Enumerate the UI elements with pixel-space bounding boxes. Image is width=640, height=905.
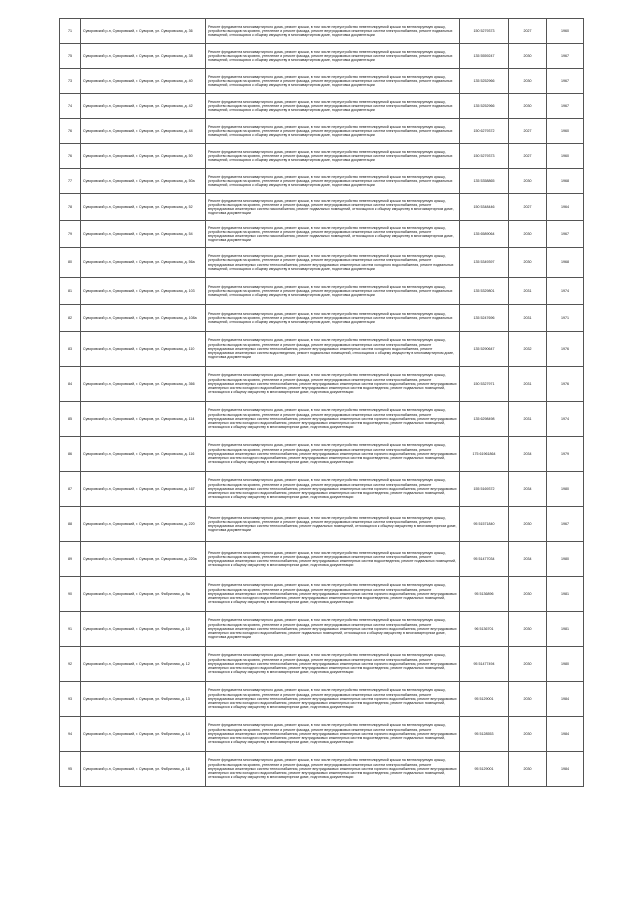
row-number: 73 [60, 69, 81, 94]
table-row [60, 332, 584, 367]
row-works: Ремонт фундамента многоквартирного дома, ремонт крыши, в том числе переустройство невентилируемой крыши на вентилируемую крышу, устройство выходов на кровлю, утепление и ремонт фасада, ремонт внутридомовых инженерных систем электроснабжения, ремонт внутридомовых инженерных систем теплоснабжения, ремонт внутридомовых инженерных систем горячего водоснабжения, ремонт внутридомовых инженерных систем холодного водоснабжения, ремонт внутридомовых инженерных систем водоотведения, ремонт подвальных помещений, относящихся к общему имуществу в многоквартирном доме, подготовка документации [206, 717, 460, 752]
row-planned-year: 2031 [509, 278, 547, 305]
row-build-year: 1968 [547, 248, 584, 278]
row-address: Суворовский р-н, Суворовский, г. Суворов, ул. Суворовская, д. 220 [81, 507, 206, 542]
row-planned-year: 2027 [509, 194, 547, 221]
table-row [60, 19, 584, 44]
row-works: Ремонт фундамента многоквартирного дома, ремонт крыши, в том числе переустройство невентилируемой крыши на вентилируемую крышу, устройство выходов на кровлю, утепление и ремонт фасада, ремонт внутридомовых инженерных систем электроснабжения, ремонт внутридомовых инженерных систем теплоснабжения, ремонт внутридомовых инженерных систем холодного водоснабжения, ремонт внутридомовых инженерных систем водоотведения, ремонт подвальных помещений, относящихся к общему имуществу в многоквартирном доме, подготовка документации [206, 332, 460, 367]
row-build-year: 1971 [547, 305, 584, 332]
row-number: 83 [60, 332, 81, 367]
row-address: Суворовский р-н, Суворовский, г. Суворов, ул. Фабричная, д. 9а [81, 577, 206, 612]
row-cost: 135 5290647 [460, 332, 509, 367]
row-build-year: 1974 [547, 402, 584, 437]
row-cost: 150 5279373 [460, 19, 509, 44]
row-address: Суворовский р-н, Суворовский, г. Суворов, ул. Суворовская, д. 167 [81, 472, 206, 507]
row-planned-year: 2030 [509, 577, 547, 612]
row-works: Ремонт фундамента многоквартирного дома, ремонт крыши, в том числе переустройство невентилируемой крыши на вентилируемую крышу, устройство выходов на кровлю, утепление и ремонт фасада, ремонт внутридомовых инженерных систем электроснабжения, ремонт внутридомовых инженерных систем газоснабжения, ремонт подвальных помещений, относящихся к общему имуществу в многоквартирном доме, подготовка документации [206, 221, 460, 248]
row-cost: 135 5329801 [460, 278, 509, 305]
table-row [60, 437, 584, 472]
row-address: Суворовский р-н, Суворовский, г. Суворов, ул. Суворовская, д. 42 [81, 94, 206, 119]
capital-repair-table [59, 18, 584, 787]
row-cost: 95 51571840 [460, 507, 509, 542]
row-address: Суворовский р-н, Суворовский, г. Суворов, ул. Суворовская, д. 52 [81, 194, 206, 221]
row-number: 94 [60, 717, 81, 752]
row-number: 75 [60, 44, 81, 69]
row-planned-year: 2034 [509, 542, 547, 577]
table-row [60, 682, 584, 717]
table-row [60, 472, 584, 507]
row-works: Ремонт фундамента многоквартирного дома, ремонт крыши, в том числе переустройство невентилируемой крыши на вентилируемую крышу, устройство выходов на кровлю, утепление и ремонт фасада, ремонт внутридомовых инженерных систем электроснабжения, ремонт внутридомовых инженерных систем теплоснабжения, ремонт внутридомовых инженерных систем горячего водоснабжения, ремонт внутридомовых инженерных систем холодного водоснабжения, ремонт внутридомовых инженерных систем водоотведения, ремонт подвальных помещений, относящихся к общему имуществу в многоквартирном доме, подготовка документации [206, 402, 460, 437]
row-works: Ремонт фундамента многоквартирного дома, ремонт крыши, в том числе переустройство невентилируемой крыши на вентилируемую крышу, устройство выходов на кровлю, утепление и ремонт фасада, ремонт внутридомовых инженерных систем электроснабжения, ремонт подвальных помещений, относящихся к общему имуществу в многоквартирном доме, подготовка документации [206, 305, 460, 332]
row-works: Ремонт фундамента многоквартирного дома, ремонт крыши, в том числе переустройство невентилируемой крыши на вентилируемую крышу, устройство выходов на кровлю, утепление и ремонт фасада, ремонт внутридомовых инженерных систем электроснабжения, ремонт внутридомовых инженерных систем теплоснабжения, ремонт внутридомовых инженерных систем холодного водоснабжения, ремонт подвальных помещений, относящихся к общему имуществу в многоквартирном доме, подготовка документации [206, 248, 460, 278]
row-number: 71 [60, 19, 81, 44]
row-planned-year: 2030 [509, 507, 547, 542]
row-planned-year: 2030 [509, 94, 547, 119]
row-cost: 135 5358865 [460, 169, 509, 194]
row-build-year: 1979 [547, 437, 584, 472]
row-address: Суворовский р-н, Суворовский, г. Суворов, ул. Суворовская, д. 54 [81, 221, 206, 248]
table-row [60, 542, 584, 577]
row-works: Ремонт фундамента многоквартирного дома, ремонт крыши, в том числе переустройство невентилируемой крыши на вентилируемую крышу, устройство выходов на кровлю, утепление и ремонт фасада, ремонт внутридомовых инженерных систем электроснабжения, ремонт внутридомовых инженерных систем теплоснабжения, ремонт внутридомовых инженерных систем водоотведения, ремонт подвальных помещений, относящихся к общему имуществу в многоквартирном доме, подготовка документации [206, 542, 460, 577]
row-planned-year: 2030 [509, 647, 547, 682]
row-build-year: 1960 [547, 119, 584, 144]
row-address: Суворовский р-н, Суворовский, г. Суворов, ул. Суворовская, д. 220а [81, 542, 206, 577]
row-cost: 95 5129001 [460, 752, 509, 787]
row-build-year: 1984 [547, 682, 584, 717]
row-planned-year: 2030 [509, 682, 547, 717]
row-works: Ремонт фундамента многоквартирного дома, ремонт крыши, в том числе переустройство невентилируемой крыши на вентилируемую крышу, устройство выходов на кровлю, утепление и ремонт фасада, ремонт внутридомовых инженерных систем электроснабжения, ремонт подвальных помещений, относящихся к общему имуществу в многоквартирном доме, подготовка документации [206, 19, 460, 44]
row-address: Суворовский р-н, Суворовский, г. Суворов, ул. Суворовская, д. 50 [81, 144, 206, 169]
table-row [60, 278, 584, 305]
row-works: Ремонт фундамента многоквартирного дома, ремонт крыши, в том числе переустройство невентилируемой крыши на вентилируемую крышу, устройство выходов на кровлю, утепление и ремонт фасада, ремонт внутридомовых инженерных систем электроснабжения, ремонт внутридомовых инженерных систем теплоснабжения, ремонт внутридомовых инженерных систем горячего водоснабжения, ремонт внутридомовых инженерных систем холодного водоснабжения, ремонт внутридомовых инженерных систем водоотведения, ремонт подвальных помещений, относящихся к общему имуществу в многоквартирном доме, подготовка документации [206, 682, 460, 717]
table-row [60, 169, 584, 194]
row-cost: 135 5252966 [460, 94, 509, 119]
row-planned-year: 2034 [509, 437, 547, 472]
row-planned-year: 2031 [509, 367, 547, 402]
row-build-year: 1984 [547, 717, 584, 752]
table-row [60, 717, 584, 752]
row-works: Ремонт фундамента многоквартирного дома, ремонт крыши, в том числе переустройство невентилируемой крыши на вентилируемую крышу, устройство выходов на кровлю, утепление и ремонт фасада, ремонт внутридомовых инженерных систем электроснабжения, ремонт внутридомовых инженерных систем газоснабжения, ремонт подвальных помещений, относящихся к общему имуществу в многоквартирном доме, подготовка документации [206, 194, 460, 221]
row-build-year: 1967 [547, 221, 584, 248]
row-address: Суворовский р-н, Суворовский, г. Суворов, ул. Суворовская, д. 36 [81, 19, 206, 44]
row-cost: 95 51477034 [460, 542, 509, 577]
table-row [60, 305, 584, 332]
row-works: Ремонт фундамента многоквартирного дома, ремонт крыши, в том числе переустройство невентилируемой крыши на вентилируемую крышу, устройство выходов на кровлю, утепление и ремонт фасада, ремонт внутридомовых инженерных систем электроснабжения, ремонт внутридомовых инженерных систем теплоснабжения, ремонт внутридомовых инженерных систем горячего водоснабжения, ремонт внутридомовых инженерных систем холодного водоснабжения, ремонт внутридомовых инженерных систем водоотведения, ремонт подвальных помещений, относящихся к общему имуществу в многоквартирном доме, подготовка документации [206, 752, 460, 787]
row-address: Суворовский р-н, Суворовский, г. Суворов, ул. Суворовская, д. 38 [81, 44, 206, 69]
table-row [60, 367, 584, 402]
table-row [60, 577, 584, 612]
row-works: Ремонт фундамента многоквартирного дома, ремонт крыши, в том числе переустройство невентилируемой крыши на вентилируемую крышу, устройство выходов на кровлю, утепление и ремонт фасада, ремонт внутридомовых инженерных систем электроснабжения, ремонт внутридомовых инженерных систем теплоснабжения, ремонт внутридомовых инженерных систем горячего водоснабжения, ремонт внутридомовых инженерных систем холодного водоснабжения, ремонт внутридомовых инженерных систем водоотведения, ремонт подвальных помещений, относящихся к общему имуществу в многоквартирном доме, подготовка документации [206, 472, 460, 507]
row-works: Ремонт фундамента многоквартирного дома, ремонт крыши, в том числе переустройство невентилируемой крыши на вентилируемую крышу, устройство выходов на кровлю, утепление и ремонт фасада, ремонт внутридомовых инженерных систем электроснабжения, ремонт подвальных помещений, относящихся к общему имуществу в многоквартирном доме, подготовка документации [206, 278, 460, 305]
row-number: 82 [60, 305, 81, 332]
row-works: Ремонт фундамента многоквартирного дома, ремонт крыши, в том числе переустройство невентилируемой крыши на вентилируемую крышу, устройство выходов на кровлю, утепление и ремонт фасада, ремонт внутридомовых инженерных систем электроснабжения, ремонт подвальных помещений, относящихся к общему имуществу в многоквартирном доме, подготовка документации [206, 94, 460, 119]
row-number: 95 [60, 752, 81, 787]
row-number: 80 [60, 248, 81, 278]
row-build-year: 1980 [547, 647, 584, 682]
row-build-year: 1967 [547, 94, 584, 119]
row-works: Ремонт фундамента многоквартирного дома, ремонт крыши, в том числе переустройство невентилируемой крыши на вентилируемую крышу, устройство выходов на кровлю, утепление и ремонт фасада, ремонт внутридомовых инженерных систем электроснабжения, ремонт подвальных помещений, относящихся к общему имуществу в многоквартирном доме, подготовка документации [206, 69, 460, 94]
row-planned-year: 2030 [509, 169, 547, 194]
row-planned-year: 2027 [509, 119, 547, 144]
row-build-year: 1976 [547, 332, 584, 367]
row-address: Суворовский р-н, Суворовский, г. Суворов, ул. Суворовская, д. 110 [81, 332, 206, 367]
row-address: Суворовский р-н, Суворовский, г. Суворов, ул. Суворовская, д. 114 [81, 402, 206, 437]
row-number: 87 [60, 472, 81, 507]
row-build-year: 1967 [547, 44, 584, 69]
row-number: 90 [60, 577, 81, 612]
table-row [60, 69, 584, 94]
row-cost: 135 6589064 [460, 221, 509, 248]
row-build-year: 1968 [547, 169, 584, 194]
table-row [60, 44, 584, 69]
row-address: Суворовский р-н, Суворовский, г. Суворов, ул. Суворовская, д. 44 [81, 119, 206, 144]
row-planned-year: 2030 [509, 717, 547, 752]
row-works: Ремонт фундамента многоквартирного дома, ремонт крыши, в том числе переустройство невентилируемой крыши на вентилируемую крышу, устройство выходов на кровлю, утепление и ремонт фасада, ремонт внутридомовых инженерных систем электроснабжения, ремонт внутридомовых инженерных систем теплоснабжения, ремонт внутридомовых инженерных систем горячего водоснабжения, ремонт внутридомовых инженерных систем холодного водоснабжения, ремонт внутридомовых инженерных систем водоотведения, ремонт подвальных помещений, относящихся к общему имуществу в многоквартирном доме, подготовка документации [206, 367, 460, 402]
row-build-year: 1976 [547, 367, 584, 402]
row-address: Суворовский р-н, Суворовский, г. Суворов, ул. Суворовская, д. 56а [81, 248, 206, 278]
row-address: Суворовский р-н, Суворовский, г. Суворов, ул. Суворовская, д. 40 [81, 69, 206, 94]
row-address: Суворовский р-н, Суворовский, г. Суворов, ул. Суворовская, д. 50а [81, 169, 206, 194]
table-row [60, 402, 584, 437]
table-row [60, 647, 584, 682]
row-address: Суворовский р-н, Суворовский, г. Суворов, ул. Фабричная, д. 12 [81, 647, 206, 682]
row-cost: 155 5169372 [460, 472, 509, 507]
row-cost: 150 6279372 [460, 119, 509, 144]
row-planned-year: 2034 [509, 472, 547, 507]
row-number: 92 [60, 647, 81, 682]
row-planned-year: 2027 [509, 19, 547, 44]
row-number: 77 [60, 169, 81, 194]
row-build-year: 1960 [547, 19, 584, 44]
row-build-year: 1981 [547, 612, 584, 647]
row-works: Ремонт фундамента многоквартирного дома, ремонт крыши, в том числе переустройство невентилируемой крыши на вентилируемую крышу, устройство выходов на кровлю, утепление и ремонт фасада, ремонт внутридомовых инженерных систем электроснабжения, ремонт внутридомовых инженерных систем теплоснабжения, ремонт подвальных помещений, относящихся к общему имуществу в многоквартирном доме, подготовка документации [206, 507, 460, 542]
row-works: Ремонт фундамента многоквартирного дома, ремонт крыши, в том числе переустройство невентилируемой крыши на вентилируемую крышу, устройство выходов на кровлю, утепление и ремонт фасада, ремонт внутридомовых инженерных систем электроснабжения, ремонт внутридомовых инженерных систем теплоснабжения, ремонт внутридомовых инженерных систем горячего водоснабжения, ремонт внутридомовых инженерных систем холодного водоснабжения, ремонт подвальных помещений, относящихся к общему имуществу в многоквартирном доме, подготовка документации [206, 612, 460, 647]
row-address: Суворовский р-н, Суворовский, г. Суворов, ул. Фабричная, д. 13 [81, 682, 206, 717]
table-row [60, 119, 584, 144]
row-works: Ремонт фундамента многоквартирного дома, ремонт крыши, в том числе переустройство невентилируемой крыши на вентилируемую крышу, устройство выходов на кровлю, утепление и ремонт фасада, ремонт внутридомовых инженерных систем электроснабжения, ремонт подвальных помещений, относящихся к общему имуществу в многоквартирном доме, подготовка документации [206, 169, 460, 194]
table-body [60, 19, 584, 787]
row-cost: 135 5252966 [460, 69, 509, 94]
row-number: 86 [60, 437, 81, 472]
row-works: Ремонт фундамента многоквартирного дома, ремонт крыши, в том числе переустройство невентилируемой крыши на вентилируемую крышу, устройство выходов на кровлю, утепление и ремонт фасада, ремонт внутридомовых инженерных систем электроснабжения, ремонт подвальных помещений, относящихся к общему имуществу в многоквартирном доме, подготовка документации [206, 119, 460, 144]
row-cost: 135 6298498 [460, 402, 509, 437]
row-cost: 150 5279373 [460, 144, 509, 169]
row-number: 76 [60, 119, 81, 144]
row-number: 79 [60, 221, 81, 248]
row-build-year: 1964 [547, 194, 584, 221]
row-number: 76 [60, 144, 81, 169]
row-address: Суворовский р-н, Суворовский, г. Суворов, ул. Суворовская, д. 366 [81, 367, 206, 402]
row-planned-year: 2030 [509, 221, 547, 248]
row-number: 89 [60, 542, 81, 577]
row-cost: 135 5559247 [460, 44, 509, 69]
row-cost: 95 51477494 [460, 647, 509, 682]
row-address: Суворовский р-н, Суворовский, г. Суворов, ул. Фабричная, д. 16 [81, 752, 206, 787]
row-number: 93 [60, 682, 81, 717]
row-address: Суворовский р-н, Суворовский, г. Суворов, ул. Суворовская, д. 116 [81, 437, 206, 472]
row-build-year: 1967 [547, 69, 584, 94]
row-cost: 96 5136701 [460, 612, 509, 647]
row-number: 81 [60, 278, 81, 305]
row-planned-year: 2030 [509, 44, 547, 69]
row-build-year: 1974 [547, 278, 584, 305]
row-number: 74 [60, 94, 81, 119]
row-cost: 135 5247696 [460, 305, 509, 332]
table-row [60, 144, 584, 169]
row-planned-year: 2031 [509, 402, 547, 437]
row-number: 85 [60, 402, 81, 437]
row-cost: 135 5349397 [460, 248, 509, 278]
row-cost: 95 5128553 [460, 717, 509, 752]
row-planned-year: 2030 [509, 69, 547, 94]
table-row [60, 248, 584, 278]
row-works: Ремонт фундамента многоквартирного дома, ремонт крыши, в том числе переустройство невентилируемой крыши на вентилируемую крышу, устройство выходов на кровлю, утепление и ремонт фасада, ремонт внутридомовых инженерных систем электроснабжения, ремонт внутридомовых инженерных систем теплоснабжения, ремонт внутридомовых инженерных систем горячего водоснабжения, ремонт внутридомовых инженерных систем холодного водоснабжения, ремонт внутридомовых инженерных систем водоотведения, ремонт подвальных помещений, относящихся к общему имуществу в многоквартирном доме, подготовка документации [206, 647, 460, 682]
row-address: Суворовский р-н, Суворовский, г. Суворов, ул. Фабричная, д. 10 [81, 612, 206, 647]
row-planned-year: 2031 [509, 305, 547, 332]
row-planned-year: 2030 [509, 752, 547, 787]
row-number: 84 [60, 367, 81, 402]
table-row [60, 221, 584, 248]
row-cost: 95 5129001 [460, 682, 509, 717]
row-address: Суворовский р-н, Суворовский, г. Суворов, ул. Суворовская, д. 108а [81, 305, 206, 332]
table-row [60, 94, 584, 119]
row-address: Суворовский р-н, Суворовский, г. Суворов, ул. Фабричная, д. 14 [81, 717, 206, 752]
row-cost: 95 5136896 [460, 577, 509, 612]
row-cost: 150 5348446 [460, 194, 509, 221]
row-build-year: 1981 [547, 577, 584, 612]
row-works: Ремонт фундамента многоквартирного дома, ремонт крыши, в том числе переустройство невентилируемой крыши на вентилируемую крышу, устройство выходов на кровлю, утепление и ремонт фасада, ремонт внутридомовых инженерных систем электроснабжения, ремонт внутридомовых инженерных систем теплоснабжения, ремонт внутридомовых инженерных систем горячего водоснабжения, ремонт внутридомовых инженерных систем холодного водоснабжения, ремонт внутридомовых инженерных систем водоотведения, ремонт подвальных помещений, относящихся к общему имуществу в многоквартирном доме, подготовка документации [206, 577, 460, 612]
row-number: 88 [60, 507, 81, 542]
row-build-year: 1980 [547, 542, 584, 577]
row-planned-year: 2030 [509, 612, 547, 647]
row-works: Ремонт фундамента многоквартирного дома, ремонт крыши, в том числе переустройство невентилируемой крыши на вентилируемую крышу, устройство выходов на кровлю, утепление и ремонт фасада, ремонт внутридомовых инженерных систем электроснабжения, ремонт внутридомовых инженерных систем теплоснабжения, ремонт внутридомовых инженерных систем горячего водоснабжения, ремонт внутридомовых инженерных систем холодного водоснабжения, ремонт внутридомовых инженерных систем водоотведения, ремонт подвальных помещений, относящихся к общему имуществу в многоквартирном доме, подготовка документации [206, 437, 460, 472]
row-planned-year: 2032 [509, 332, 547, 367]
table-row [60, 752, 584, 787]
row-number: 91 [60, 612, 81, 647]
row-cost: 150 5327971 [460, 367, 509, 402]
row-planned-year: 2027 [509, 144, 547, 169]
row-build-year: 1984 [547, 752, 584, 787]
row-cost: 175 61961864 [460, 437, 509, 472]
row-planned-year: 2030 [509, 248, 547, 278]
row-build-year: 1980 [547, 472, 584, 507]
row-number: 78 [60, 194, 81, 221]
row-address: Суворовский р-н, Суворовский, г. Суворов, ул. Суворовская, д. 103 [81, 278, 206, 305]
row-build-year: 1967 [547, 507, 584, 542]
table-row [60, 507, 584, 542]
table-row [60, 194, 584, 221]
row-works: Ремонт фундамента многоквартирного дома, ремонт крыши, в том числе переустройство невентилируемой крыши на вентилируемую крышу, устройство выходов на кровлю, утепление и ремонт фасада, ремонт внутридомовых инженерных систем электроснабжения, ремонт подвальных помещений, относящихся к общему имуществу в многоквартирном доме, подготовка документации [206, 44, 460, 69]
table-row [60, 612, 584, 647]
row-build-year: 1960 [547, 144, 584, 169]
row-works: Ремонт фундамента многоквартирного дома, ремонт крыши, в том числе переустройство невентилируемой крыши на вентилируемую крышу, устройство выходов на кровлю, утепление и ремонт фасада, ремонт внутридомовых инженерных систем электроснабжения, ремонт подвальных помещений, относящихся к общему имуществу в многоквартирном доме, подготовка документации [206, 144, 460, 169]
